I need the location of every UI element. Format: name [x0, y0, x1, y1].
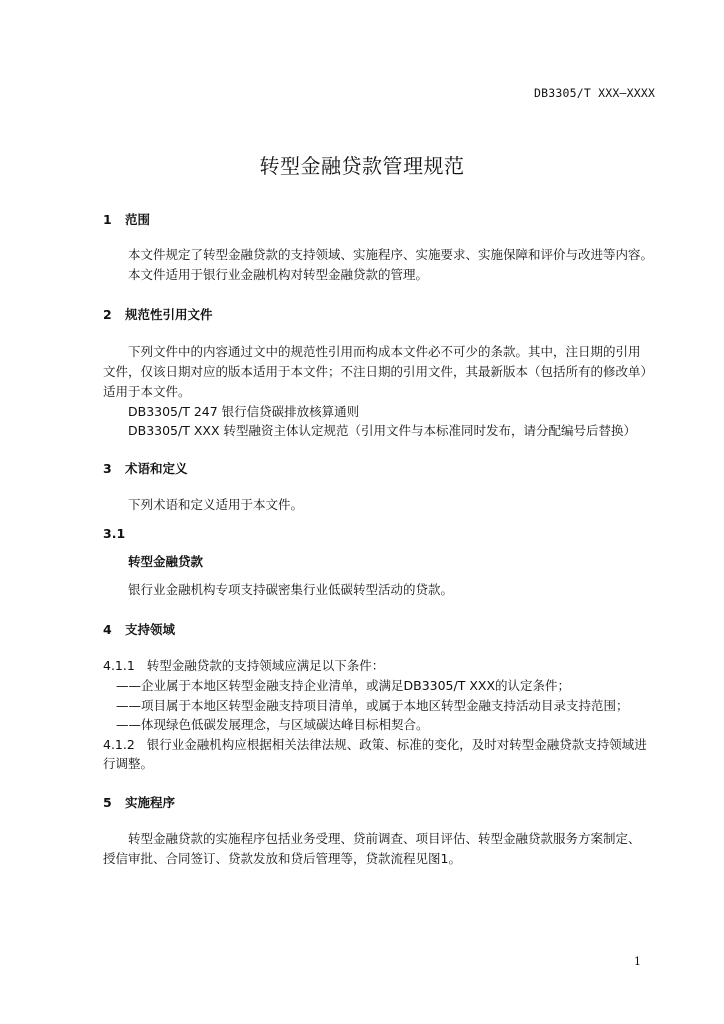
term-definition: 银行业金融机构专项支持碳密集行业低碳转型活动的贷款。 [128, 582, 454, 597]
section-number: 1 [103, 212, 112, 227]
section-number: 4 [103, 622, 112, 637]
section-title: 范围 [125, 212, 151, 227]
section-number: 3 [103, 461, 112, 476]
section-3-heading [103, 459, 188, 477]
section-title: 规范性引用文件 [125, 307, 213, 322]
page-number: 1 [634, 955, 641, 968]
condition-item-2: ——项目属于本地区转型金融支持项目清单，或属于本地区转型金融支持活动目录支持范围； [116, 698, 629, 713]
document-title: 转型金融贷款管理规范 [259, 154, 465, 178]
normative-reference-1: DB3305/T 247 银行信贷碳排放核算通则 [128, 404, 360, 419]
normative-reference-2: DB3305/T XXX 转型融资主体认定规范（引用文件与本标准同时发布，请分配编号后替换） [128, 423, 636, 438]
document-code: DB3305/T XXX—XXXX [534, 86, 656, 100]
condition-item-1: ——企业属于本地区转型金融支持企业清单，或满足DB3305/T XXX的认定条件； [116, 678, 571, 693]
clause-4-1-2-line-2: 行调整。 [103, 756, 154, 771]
section-5-paragraph-line-2: 授信审批、合同签订、贷款发放和贷后管理等，贷款流程见图1。 [103, 851, 461, 866]
section-5-paragraph-line-1: 转型金融贷款的实施程序包括业务受理、贷前调查、项目评估、转型金融贷款服务方案制定、 [128, 831, 641, 846]
section-1-paragraph-2: 本文件适用于银行业金融机构对转型金融贷款的管理。 [128, 267, 429, 282]
section-2-paragraph-line-2: 文件，仅该日期对应的版本适用于本文件；不注日期的引用文件，其最新版本（包括所有的修改单） [103, 364, 654, 379]
clause-4-1-1: 4.1.1 转型金融贷款的支持领域应满足以下条件： [103, 658, 385, 673]
section-number: 2 [103, 307, 112, 322]
condition-item-3: ——体现绿色低碳发展理念，与区域碳达峰目标相契合。 [116, 717, 429, 732]
section-2-paragraph-line-3: 适用于本文件。 [103, 384, 191, 399]
clause-4-1-2-line-1: 4.1.2 银行业金融机构应根据相关法律法规、政策、标准的变化，及时对转型金融贷款支持领域进 [103, 737, 647, 752]
section-1-heading [103, 210, 150, 228]
section-2-paragraph-line-1: 下列文件中的内容通过文中的规范性引用而构成本文件必不可少的条款。其中，注日期的引用 [128, 344, 641, 359]
section-title: 实施程序 [125, 795, 176, 810]
section-title: 术语和定义 [125, 461, 188, 476]
term-name: 转型金融贷款 [128, 554, 204, 569]
section-2-heading [103, 305, 213, 323]
section-3-paragraph: 下列术语和定义适用于本文件。 [128, 497, 304, 512]
section-5-heading [103, 793, 175, 811]
section-1-paragraph-1: 本文件规定了转型金融贷款的支持领域、实施程序、实施要求、实施保障和评价与改进等内容。 [128, 247, 654, 262]
section-number: 5 [103, 795, 112, 810]
section-title: 支持领域 [125, 622, 176, 637]
term-number: 3.1 [103, 526, 126, 541]
section-4-heading [103, 620, 175, 638]
